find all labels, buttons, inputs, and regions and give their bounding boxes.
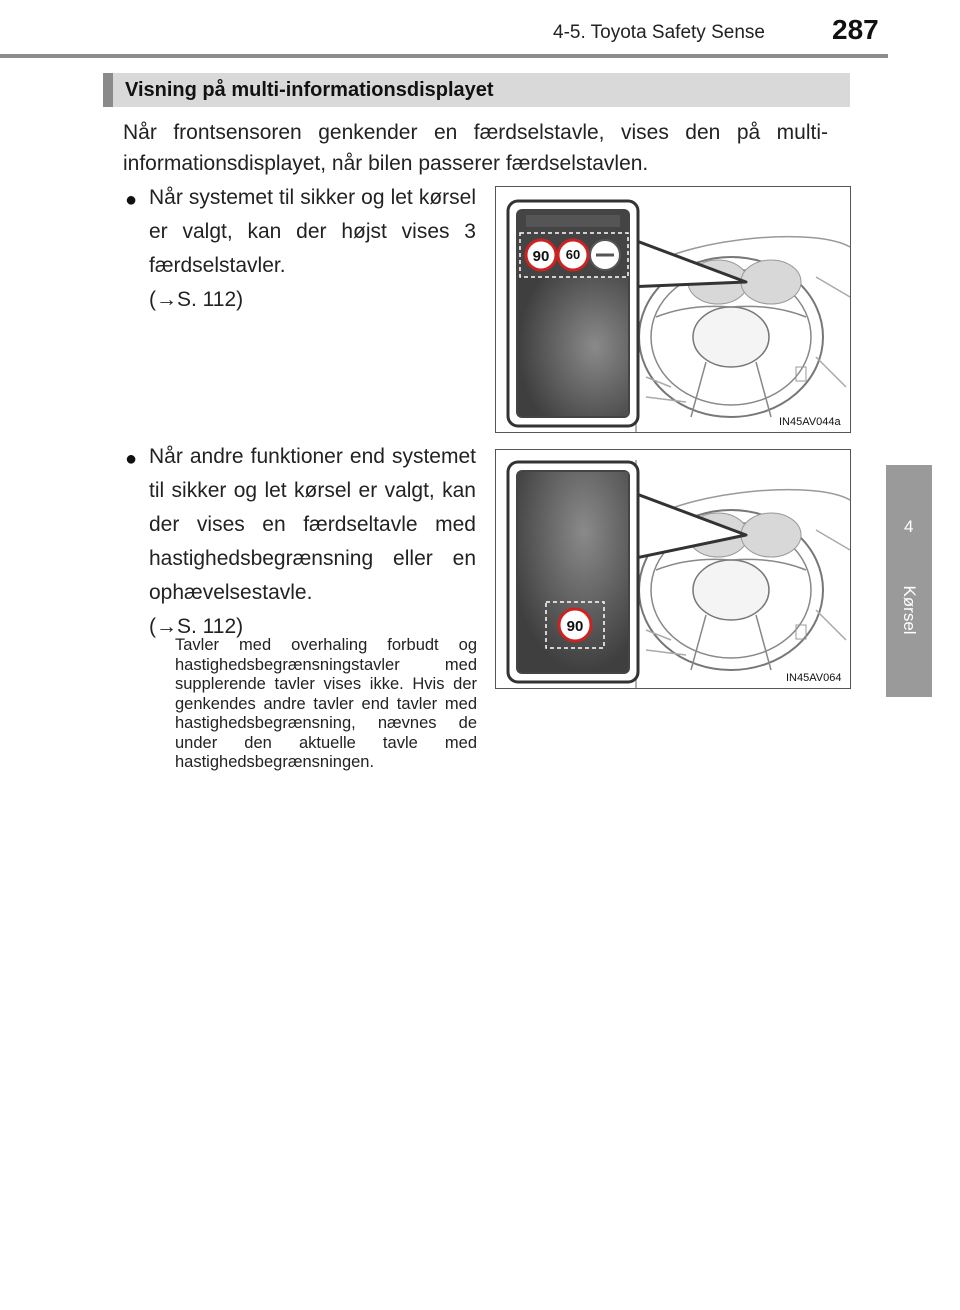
list-item-text: Når andre funktioner end systemet til sikker og let kørsel er valgt, kan der vises en færdseltavle med hastighedsbegrænsning eller en ophævelsestavle. [149, 445, 476, 604]
intro-paragraph: Når frontsensoren genkender en færdselstavle, vises den på multi-informationsdisplayet, når bilen passerer færdselstavlen. [123, 121, 828, 175]
dashboard-illustration [495, 186, 851, 433]
figure-code: IN45AV064 [786, 672, 842, 684]
dashboard-drawing [496, 450, 850, 688]
chapter-label [886, 560, 932, 660]
speed-sign-value: 90 [566, 618, 584, 635]
chapter-label-text: Kørsel [900, 585, 919, 635]
page-reference: (→S. 112) [149, 615, 244, 638]
header-rule [0, 54, 888, 58]
list-item [149, 440, 476, 644]
dashboard-drawing [496, 187, 850, 432]
list-item [149, 181, 476, 317]
figure-code: IN45AV044a [779, 416, 841, 428]
section-heading-accent [103, 73, 113, 107]
page-number: 287 [832, 14, 879, 45]
dashboard-illustration [495, 449, 851, 689]
note-paragraph: Tavler med overhaling forbudt og hastighedsbegrænsningstavler med supplerende tavler vises ikke. Hvis der genkendes andre tavler end tavler med hastighedsbegrænsning, nævnes de under den aktuelle tavle med hastighedsbegrænsningen. [175, 636, 477, 771]
bullet-icon: ● [125, 448, 138, 470]
page-reference: (→S. 112) [149, 288, 244, 311]
bullet-icon: ● [125, 189, 138, 211]
list-item-text: Når systemet til sikker og let kørsel er valgt, kan der højst vises 3 færdselstavler. [149, 186, 476, 277]
section-title: Visning på multi-informationsdisplayet [125, 79, 494, 101]
speed-sign-value: 90 [532, 248, 550, 265]
header-section-title: 4-5. Toyota Safety Sense [553, 22, 765, 43]
chapter-number: 4 [904, 517, 914, 536]
speed-sign-value: 60 [565, 247, 581, 262]
